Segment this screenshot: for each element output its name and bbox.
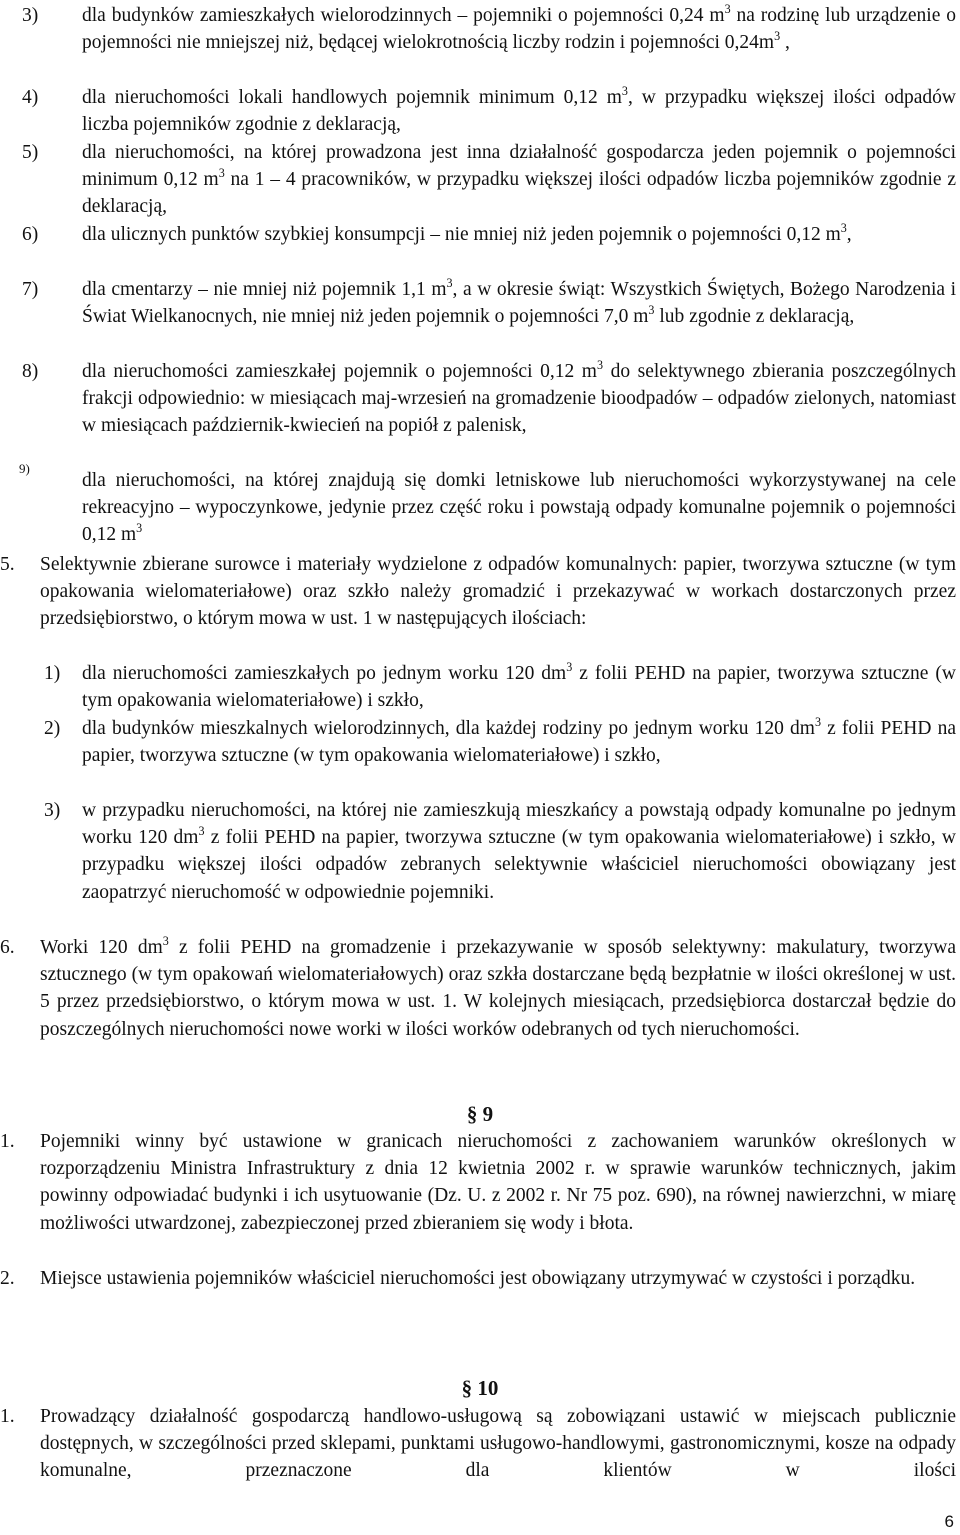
list-item-text: dla cmentarzy – nie mniej niż pojemnik 1,1 $m^3$, a w okresie świąt: Wszystkich Świętych, Bożego Narodzenia i Świat Wielkanocnych, nie mniej niż jeden pojemnik o pojemności 7,0 $m^3$ lub zgodnie z deklaracją, <box>82 276 956 328</box>
paragraph-number: 1. <box>0 1131 15 1152</box>
list-item-number: 6) <box>22 224 39 245</box>
section-heading: § 9 <box>466 1102 494 1126</box>
list-item-number: 7) <box>22 279 39 300</box>
list-item-text: dla budynków mieszkalnych wielorodzinnych, dla każdej rodziny po jednym worku 120 $dm^3$ z folii PEHD na papier, tworzywa sztuczne (w tym opakowania wielomateriałowe) i szkło, <box>82 715 956 767</box>
list-item-text: dla nieruchomości lokali handlowych pojemnik minimum 0,12 $m^3$, w przypadku większej ilości odpadów liczba pojemników zgodnie z deklaracją, <box>82 84 957 136</box>
list-item-text: dla budynków zamieszkałych wielorodzinnych – pojemniki o pojemności 0,24 $m^3$ na rodzinę lub urządzenie o pojemności nie mniejszej niż, będącej wielokrotnością liczby rodzin i pojemności $0,24m^3$ , <box>82 2 957 54</box>
list-item-number: 4) <box>22 87 39 108</box>
list-item-text: dla nieruchomości zamieszkałych po jednym worku 120 $dm^3$ z folii PEHD na papier, tworzywa sztuczne (w tym opakowania wielomateriałowe) i szkło, <box>82 660 956 712</box>
section-heading: § 10 <box>461 1376 499 1400</box>
paragraph-text: Miejsce ustawienia pojemników właściciel nieruchomości jest obowiązany utrzymywać w czystości i porządku. <box>40 1268 916 1289</box>
list-item-number: 3) <box>44 800 61 821</box>
list-item-number: 8) <box>22 361 39 382</box>
paragraph-number: 6. <box>0 937 15 958</box>
list-item-number: 5) <box>22 142 39 163</box>
list-item-text: dla ulicznych punktów szybkiej konsumpcji – nie mniej niż jeden pojemnik o pojemności 0,12 $m^3$, <box>82 221 852 245</box>
paragraph-text: Selektywnie zbierane surowce i materiały wydzielone z odpadów komunalnych: papier, tworzywa sztuczne (w tym opakowania wielomateriałowe) oraz szkło należy gromadzić i przekazywać w workach dostarczonych przez przedsiębiorstwo, o którym mowa w ust. 1 w następujących ilościach: <box>40 554 956 630</box>
paragraph-number: 5. <box>0 554 15 575</box>
list-item-text: dla nieruchomości zamieszkałej pojemnik o pojemności 0,12 $m^3$ do selektywnego zbierania poszczególnych frakcji odpowiednio: w miesiącach maj-wrzesień na gromadzenie bioodpadów – odpadów zielonych, natomiast w miesiącach październik-kwiecień na popiół z palenisk, <box>82 358 957 437</box>
list-item-text: dla nieruchomości, na której prowadzona jest inna działalność gospodarcza jeden pojemnik o pojemności minimum 0,12 $m^3$ na 1 – 4 pracowników, w przypadku większej ilości odpadów liczba pojemników zgodnie z deklaracją, <box>82 142 956 218</box>
page-number: 6 <box>944 1512 954 1531</box>
paragraph-text: Pojemniki winny być ustawione w granicach nieruchomości z zachowaniem warunków określonych w rozporządzeniu Ministra Infrastruktury z dnia 12 kwietnia 2002 r. w sprawie warunków technicznych, jakim powinny odpowiadać budynki i ich usytuowanie (Dz. U. z 2002 r. Nr 75 poz. 690), na równej nawierzchni, w miarę możliwości utwardzonej, zabezpieczonej przed zbieraniem się wody i błota. <box>40 1131 956 1234</box>
paragraph-number: 1. <box>0 1406 15 1427</box>
list-item-text: dla nieruchomości, na której znajdują się domki letniskowe lub nieruchomości wykorzystywanej na cele rekreacyjno – wypoczynkowe, jedynie przez część roku i powstają odpady komunalne pojemnik o pojemności 0,12 $m^3$ <box>82 470 956 546</box>
paragraph-text: Worki 120 $dm^3$ z folii PEHD na gromadzenie i przekazywanie w sposób selektywny: makulatury, tworzywa sztucznego (w tym opakowań wielomateriałowych) oraz szkła dostarczane będą bezpłatnie w ilości określonej w ust. 5 przez przedsiębiorstwo, o którym mowa w ust. 1. W kolejnych miesiącach, przedsiębiorca dostarczał będzie do poszczególnych nieruchomości nowe worki w ilości worków odebranych od tych nieruchomości. <box>40 934 956 1040</box>
paragraph-text: Prowadzący działalność gospodarczą handlowo-usługową są zobowiązani ustawić w miejscach publicznie dostępnych, w szczególności przed sklepami, punktami usługowo-handlowymi, gastronomicznymi, kosze na odpady komunalne, przeznaczone dla klientów w ilości <box>40 1406 956 1482</box>
list-item-number: 1) <box>44 663 61 684</box>
list-item-number: 3) <box>22 5 39 26</box>
paragraph-number: 2. <box>0 1268 15 1289</box>
list-item-number: 9) <box>19 461 30 476</box>
list-item-text: w przypadku nieruchomości, na której nie zamieszkują mieszkańcy a powstają odpady komunalne po jednym worku 120 $dm^3$ z folii PEHD na papier, tworzywa sztuczne (w tym opakowania wielomateriałowe) i szkło, w przypadku większej ilości odpadów zebranych selektywnie właściciel nieruchomości obowiązany jest zaopatrzyć nieruchomość w odpowiednie pojemniki. <box>82 800 956 903</box>
list-item-number: 2) <box>44 718 61 739</box>
